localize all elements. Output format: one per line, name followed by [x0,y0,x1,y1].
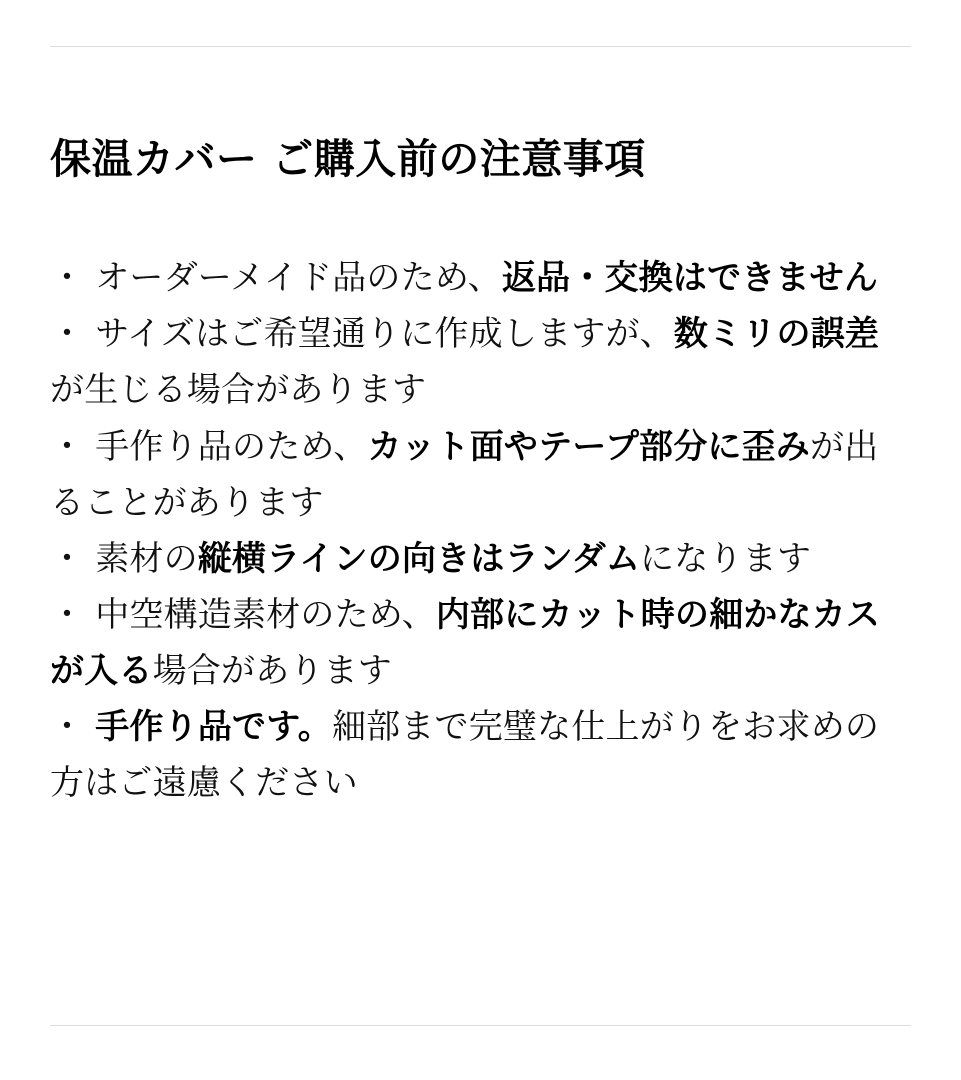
note-text: になります [640,538,812,579]
note-item [50,250,911,306]
note-text: ・ 手作り品のため、 [50,426,368,467]
note-item [50,699,911,811]
note-emphasis: 内部にカット時の細かなカスが入る [50,594,881,691]
note-emphasis: カット面やテープ部分に歪み [367,426,811,467]
note-emphasis: 縦横ラインの向きはランダム [197,538,641,579]
note-emphasis: 数ミリの誤差 [673,314,880,355]
note-text: 場合があります [152,650,393,691]
note-text: が出ることがあります [50,426,879,523]
notes-list [50,250,911,811]
page-title: 保温カバー ご購入前の注意事項 [50,135,646,183]
note-text: ・ 素材の [50,538,198,579]
divider-bottom [50,1025,911,1026]
note-item [50,419,911,531]
divider-top [50,46,911,47]
note-item [50,587,911,699]
note-emphasis: 手作り品です。 [95,707,332,748]
note-item [50,306,911,418]
note-text: ・ オーダーメイド品のため、 [50,258,502,299]
note-emphasis: 返品・交換はできません [501,258,879,299]
document-content [0,133,961,811]
note-text: が生じる場合があります [50,370,427,411]
note-text: ・ 中空構造素材のため、 [50,594,436,635]
note-text: ・ サイズはご希望通りに作成しますが、 [50,314,674,355]
note-text: 細部まで完璧な仕上がりをお求めの方はご遠慮ください [50,707,880,804]
note-item [50,531,911,587]
note-text: ・ [50,707,96,748]
